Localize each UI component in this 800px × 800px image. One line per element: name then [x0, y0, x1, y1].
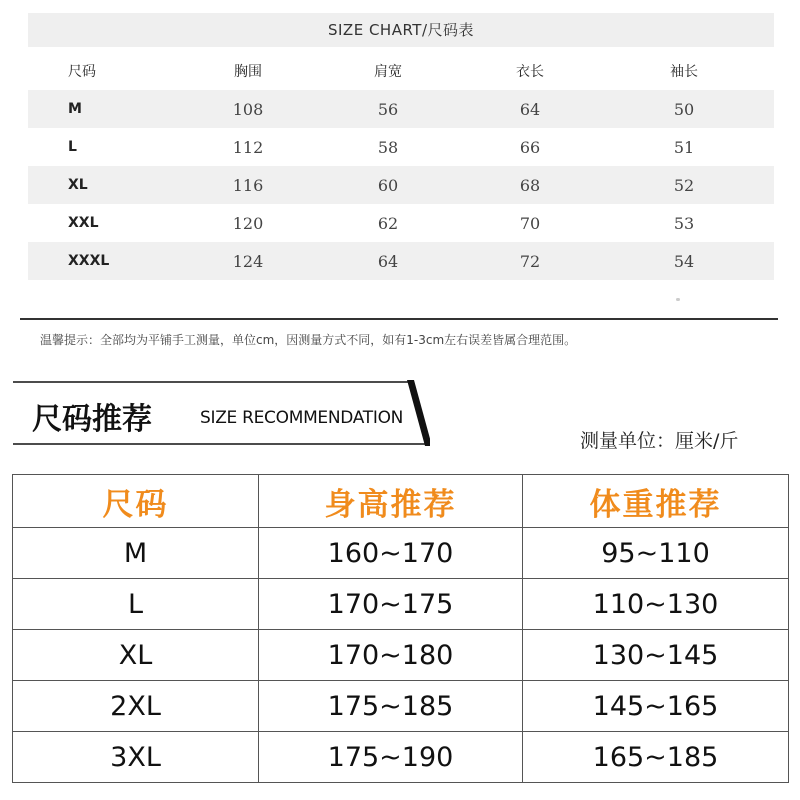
- shoulder-cell: 60: [377, 175, 399, 195]
- table-row: [13, 732, 789, 783]
- header-length: 衣长: [516, 64, 544, 80]
- shoulder-cell: 58: [377, 137, 399, 157]
- length-cell: 64: [519, 99, 541, 119]
- table-row: [28, 242, 774, 280]
- table-row: [13, 528, 789, 579]
- chest-cell: 116: [232, 175, 264, 195]
- size-cell: XL: [68, 177, 88, 193]
- sleeve-cell: 50: [673, 99, 695, 119]
- size-chart-title: SIZE CHART/尺码表: [28, 13, 774, 47]
- length-cell: 68: [519, 175, 541, 195]
- chest-cell: 112: [232, 137, 264, 157]
- chest-cell: 120: [232, 213, 264, 233]
- header-weight: 体重推荐: [523, 475, 789, 528]
- shoulder-cell: 56: [377, 99, 399, 119]
- size-chart-header-row: [28, 52, 774, 90]
- height-cell: 175~190: [259, 732, 523, 783]
- height-cell: 170~180: [259, 630, 523, 681]
- table-row: [13, 681, 789, 732]
- height-cell: 160~170: [259, 528, 523, 579]
- shoulder-cell: 64: [377, 251, 399, 271]
- weight-cell: 110~130: [523, 579, 789, 630]
- length-cell: 72: [519, 251, 541, 271]
- recommendation-header-row: [13, 475, 789, 528]
- size-cell: L: [68, 139, 77, 155]
- size-cell: 3XL: [13, 732, 259, 783]
- size-cell: M: [68, 101, 82, 117]
- height-cell: 170~175: [259, 579, 523, 630]
- shoulder-cell: 62: [377, 213, 399, 233]
- header-size: 尺码: [13, 475, 259, 528]
- header-chest: 胸围: [234, 64, 262, 80]
- weight-cell: 145~165: [523, 681, 789, 732]
- size-cell: XXL: [68, 215, 99, 231]
- recommendation-title: 尺码推荐: [32, 402, 152, 437]
- weight-cell: 95~110: [523, 528, 789, 579]
- header-shoulder: 肩宽: [374, 64, 402, 80]
- size-cell: L: [13, 579, 259, 630]
- weight-cell: 165~185: [523, 732, 789, 783]
- sleeve-cell: 52: [673, 175, 695, 195]
- size-cell: 2XL: [13, 681, 259, 732]
- weight-cell: 130~145: [523, 630, 789, 681]
- header-height: 身高推荐: [259, 475, 523, 528]
- unit-label: 测量单位：厘米/斤: [580, 430, 739, 452]
- table-row: [28, 128, 774, 166]
- decorative-dot: [676, 298, 680, 301]
- divider: [20, 318, 778, 320]
- table-row: [13, 579, 789, 630]
- chest-cell: 124: [232, 251, 264, 271]
- size-cell: M: [13, 528, 259, 579]
- table-row: [28, 204, 774, 242]
- sleeve-cell: 54: [673, 251, 695, 271]
- table-row: [28, 90, 774, 128]
- length-cell: 66: [519, 137, 541, 157]
- table-row: [28, 166, 774, 204]
- height-cell: 175~185: [259, 681, 523, 732]
- recommendation-subtitle: SIZE RECOMMENDATION: [200, 408, 404, 428]
- sleeve-cell: 53: [673, 213, 695, 233]
- table-row: [13, 630, 789, 681]
- chest-cell: 108: [232, 99, 264, 119]
- sleeve-cell: 51: [673, 137, 695, 157]
- header-size: 尺码: [68, 64, 96, 80]
- length-cell: 70: [519, 213, 541, 233]
- header-sleeve: 袖长: [670, 64, 698, 80]
- size-cell: XXXL: [68, 253, 110, 269]
- size-chart-table: [28, 52, 774, 280]
- recommendation-table: [12, 474, 789, 783]
- recommendation-header: [12, 378, 430, 446]
- size-cell: XL: [13, 630, 259, 681]
- measurement-tip: 温馨提示：全部均为平铺手工测量，单位cm，因测量方式不同，如有1-3cm左右误差皆属合理范围。: [40, 333, 577, 347]
